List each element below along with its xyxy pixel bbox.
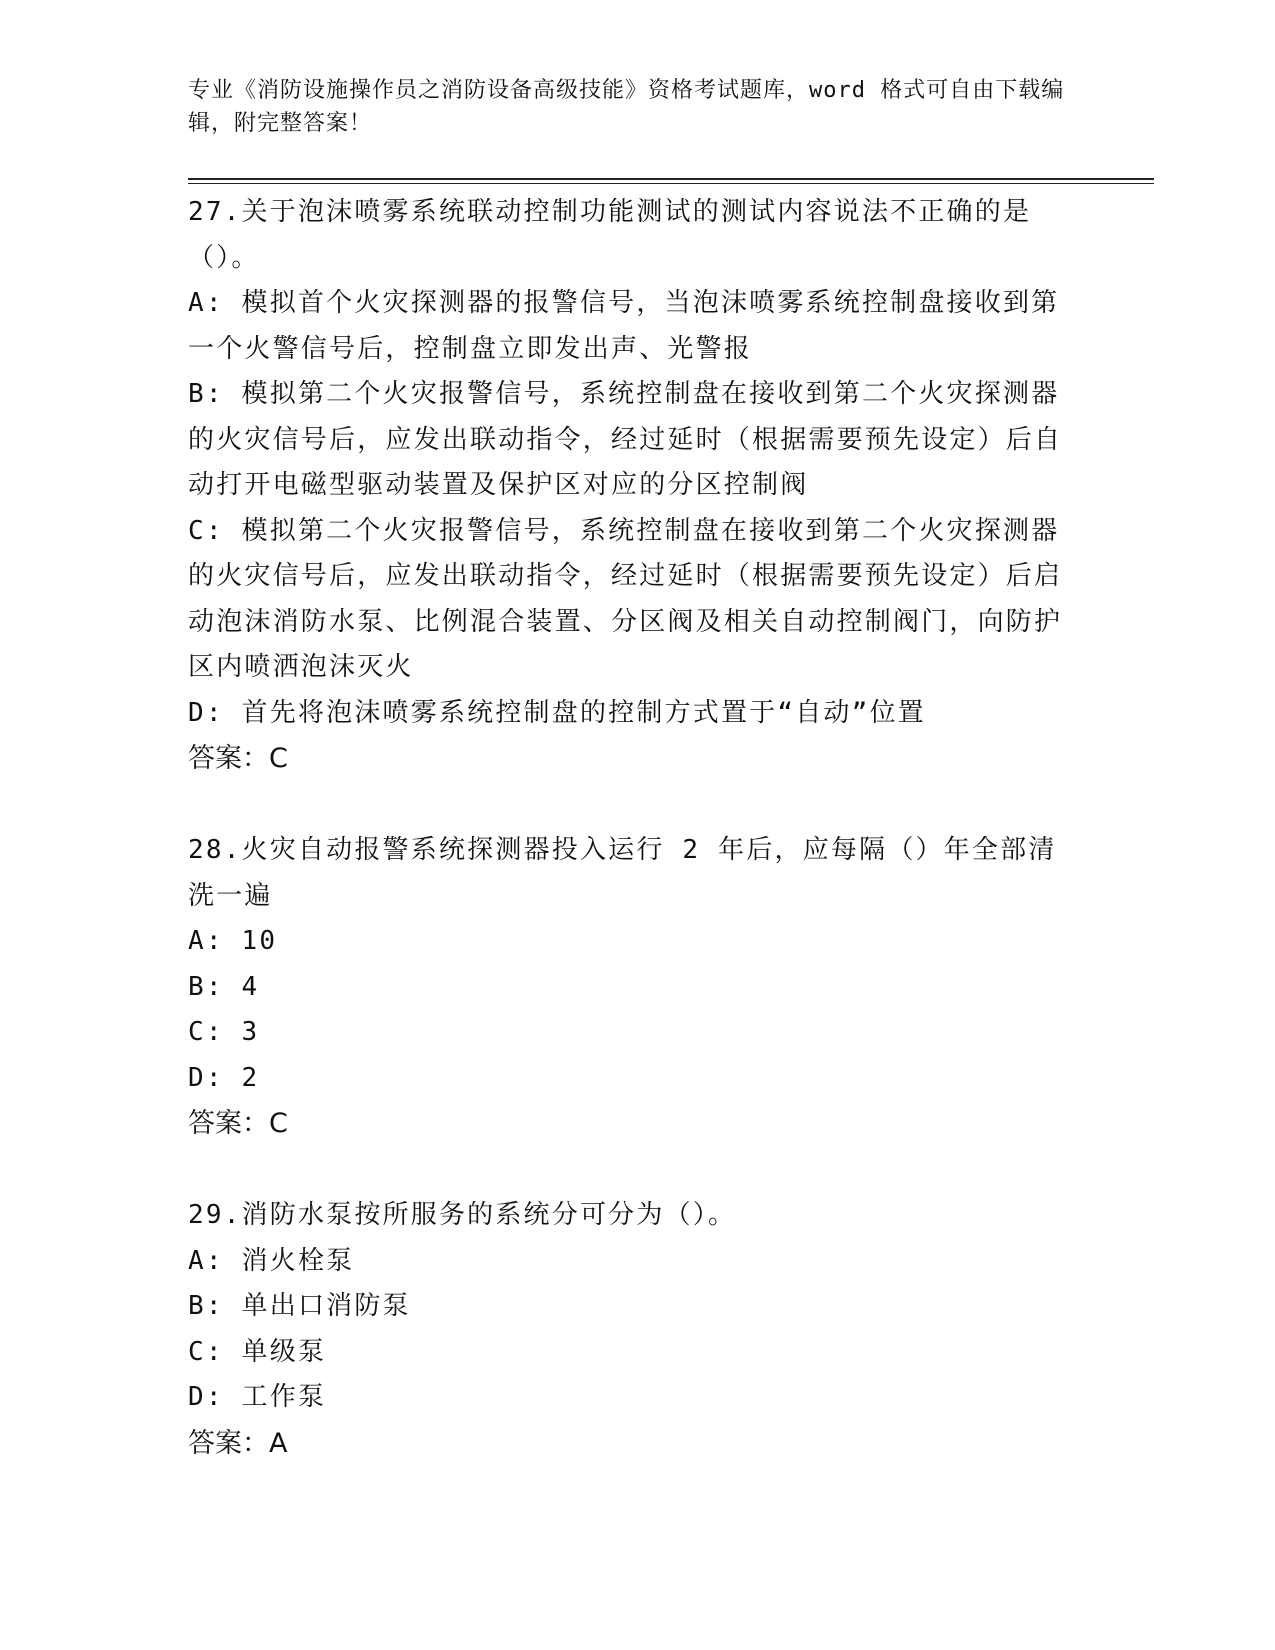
document-header: 专业《消防设施操作员之消防设备高级技能》资格考试题库，word 格式可自由下载编辑，附完整答案！: [188, 78, 1065, 136]
question-29: [188, 1193, 1078, 1467]
answer-line: 答案：C: [188, 743, 288, 774]
option-d: D: 2: [188, 1062, 260, 1093]
option-a: A: 10: [188, 926, 278, 956]
option-a: A: 模拟首个火灾探测器的报警信号，当泡沫喷雾系统控制盘接收到第一个火警信号后，控制盘立即发出声、光警报: [188, 288, 1060, 364]
question-stem: 27.关于泡沫喷雾系统联动控制功能测试的测试内容说法不正确的是（）。: [188, 197, 1032, 273]
option-b: B: 4: [188, 971, 260, 1002]
header-divider-thin: [188, 183, 1154, 184]
option-b: B: 单出口消防泵: [188, 1291, 411, 1321]
question-stem: 28.火灾自动报警系统探测器投入运行 2 年后，应每隔（）年全部清洗一遍: [188, 835, 1057, 911]
option-d: D: 工作泵: [188, 1382, 327, 1412]
answer-line: 答案：A: [188, 1427, 288, 1459]
question-stem: 29.消防水泵按所服务的系统分可分为（）。: [188, 1200, 737, 1230]
question-28: [188, 828, 1078, 1147]
question-27: [188, 190, 1078, 782]
option-d: D: 首先将泡沫喷雾系统控制盘的控制方式置于“自动”位置: [188, 697, 926, 728]
question-list: [188, 190, 1078, 1513]
header-divider-thick: [188, 178, 1154, 180]
option-c: C: 3: [188, 1017, 260, 1047]
option-b: B: 模拟第二个火灾报警信号，系统控制盘在接收到第二个火灾探测器的火灾信号后，应发出联动指令，经过延时（根据需要预先设定）后自动打开电磁型驱动装置及保护区对应的分区控制阀: [188, 379, 1063, 500]
option-c: C: 单级泵: [188, 1336, 327, 1367]
answer-line: 答案：C: [188, 1108, 288, 1139]
option-c: C: 模拟第二个火灾报警信号，系统控制盘在接收到第二个火灾探测器的火灾信号后，应发出联动指令，经过延时（根据需要预先设定）后启动泡沫消防水泵、比例混合装置、分区阀及相关自动控制阀门，向防护区内喷洒泡沫灭火: [188, 515, 1063, 682]
option-a: A: 消火栓泵: [188, 1245, 355, 1276]
